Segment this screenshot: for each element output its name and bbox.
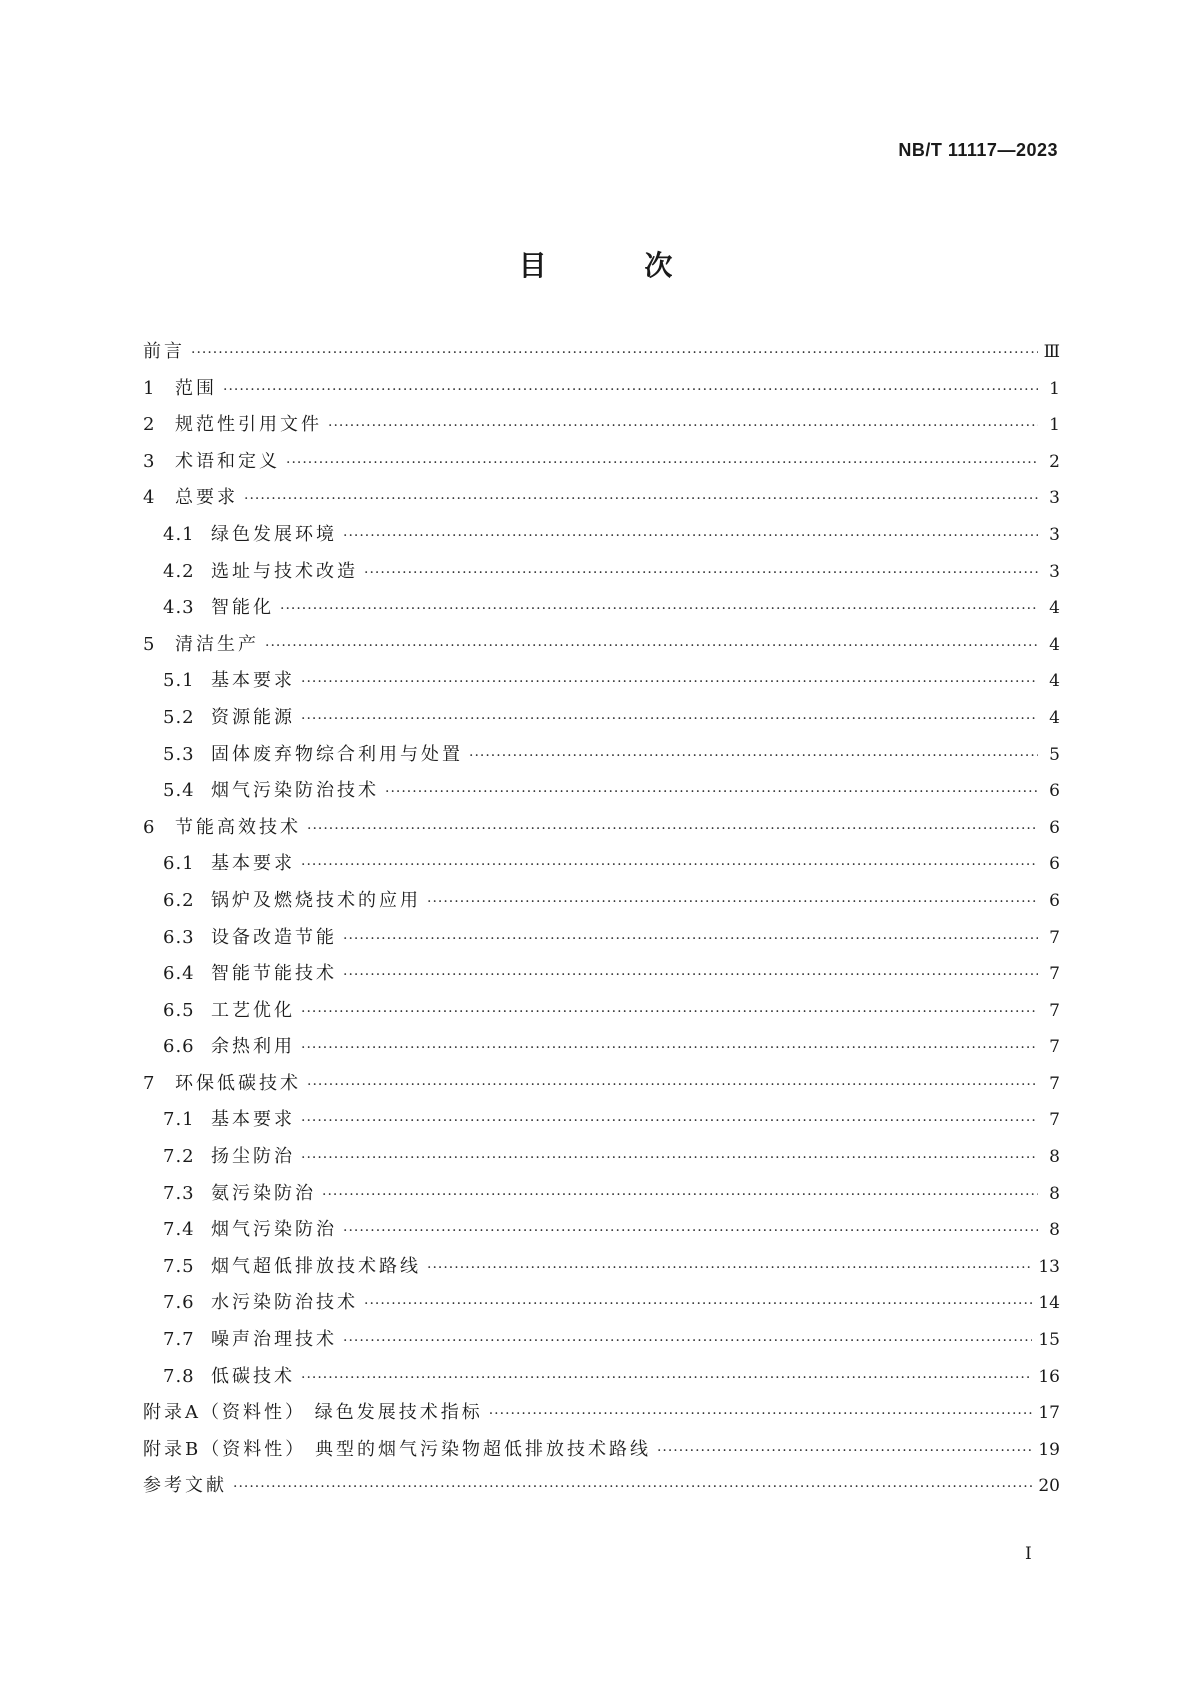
toc-entry-number: 2 xyxy=(143,414,155,436)
toc-entry-label: 术语和定义 xyxy=(175,450,280,472)
toc-entry-page: 7 xyxy=(1049,1037,1060,1058)
toc-leader-dots xyxy=(301,711,1038,727)
toc-leader-dots xyxy=(233,1479,1032,1495)
toc-entry[interactable] xyxy=(143,1142,1060,1179)
toc-leader-dots xyxy=(427,894,1038,910)
toc-entry[interactable] xyxy=(143,740,1060,777)
toc-entry-label: 范围 xyxy=(175,377,217,399)
toc-entry-number: 5.4 xyxy=(163,780,195,802)
toc-entry-page: 1 xyxy=(1049,415,1060,436)
toc-entry-number: 7.3 xyxy=(163,1182,195,1204)
toc-entry-page: 3 xyxy=(1049,524,1060,545)
toc-entry-label: 节能高效技术 xyxy=(175,816,301,838)
toc-entry[interactable] xyxy=(143,1398,1060,1435)
toc-entry[interactable] xyxy=(143,703,1060,740)
toc-entry-page: 14 xyxy=(1038,1293,1060,1314)
toc-entry-number: 6.1 xyxy=(163,853,195,875)
toc-leader-dots xyxy=(244,491,1038,507)
toc-leader-dots xyxy=(301,1370,1032,1386)
toc-entry-page: 7 xyxy=(1049,1000,1060,1021)
toc-entry-page: 5 xyxy=(1049,744,1060,765)
toc-entry[interactable] xyxy=(143,593,1060,630)
toc-entry-label: 余热利用 xyxy=(211,1036,295,1058)
toc-entry[interactable] xyxy=(143,849,1060,886)
toc-entry-label: 环保低碳技术 xyxy=(175,1072,301,1094)
toc-entry-page: 19 xyxy=(1038,1439,1060,1460)
toc-entry-number: 5.2 xyxy=(163,706,195,728)
toc-entry-number: 7.2 xyxy=(163,1146,195,1168)
toc-leader-dots xyxy=(343,931,1038,947)
toc-leader-dots xyxy=(322,1187,1038,1203)
toc-entry-page: Ⅲ xyxy=(1043,342,1060,362)
page-title: 目 次 xyxy=(518,249,717,282)
toc-entry-label: 设备改造节能 xyxy=(211,926,337,948)
toc-entry-label: 资源能源 xyxy=(211,706,295,728)
toc-leader-dots xyxy=(469,748,1038,764)
toc-entry-number: 7.7 xyxy=(163,1329,195,1351)
toc-entry-label: 烟气超低排放技术路线 xyxy=(211,1255,421,1277)
toc-entry-page: 7 xyxy=(1049,964,1060,985)
toc-entry[interactable] xyxy=(143,630,1060,667)
toc-entry-number: 7.5 xyxy=(163,1255,195,1277)
toc-entry-label: 噪声治理技术 xyxy=(211,1329,337,1351)
toc-entry-number: 4.3 xyxy=(163,597,195,619)
toc-entry-number: 5.1 xyxy=(163,670,195,692)
toc-entry-number: 7.8 xyxy=(163,1365,195,1387)
toc-leader-dots xyxy=(427,1260,1032,1276)
toc-entry-label: 总要求 xyxy=(175,487,238,509)
toc-entry[interactable] xyxy=(143,813,1060,850)
toc-entry[interactable] xyxy=(143,1179,1060,1216)
toc-entry-label: 前言 xyxy=(143,341,185,362)
toc-entry-label: 低碳技术 xyxy=(211,1365,295,1387)
standard-code: NB/T 11117—2023 xyxy=(898,140,1058,160)
toc-entry[interactable] xyxy=(143,483,1060,520)
toc-entry[interactable] xyxy=(143,1288,1060,1325)
toc-entry-label: 锅炉及燃烧技术的应用 xyxy=(211,889,421,911)
toc-entry-number: 4.2 xyxy=(163,560,195,582)
toc-leader-dots xyxy=(328,418,1038,434)
toc-entry[interactable] xyxy=(143,1032,1060,1069)
toc-entry[interactable] xyxy=(143,1069,1060,1106)
toc-entry-page: 6 xyxy=(1049,854,1060,875)
toc-leader-dots xyxy=(301,674,1038,690)
toc-leader-dots xyxy=(286,455,1038,471)
toc-entry-label: 智能节能技术 xyxy=(211,963,337,985)
toc-entry-page: 6 xyxy=(1049,817,1060,838)
toc-leader-dots xyxy=(385,784,1038,800)
toc-entry-page: 3 xyxy=(1049,488,1060,509)
toc-entry[interactable] xyxy=(143,1435,1060,1472)
toc-entry[interactable] xyxy=(143,1215,1060,1252)
toc-entry-page: 20 xyxy=(1038,1476,1060,1497)
toc-entry-number: 6 xyxy=(143,816,155,838)
toc-entry-page: 3 xyxy=(1049,561,1060,582)
toc-entry-number: 3 xyxy=(143,450,155,472)
toc-leader-dots xyxy=(265,638,1038,654)
toc-entry-label: 规范性引用文件 xyxy=(175,414,322,436)
toc-leader-dots xyxy=(223,382,1038,398)
toc-entry[interactable] xyxy=(143,996,1060,1033)
toc-entry-page: 8 xyxy=(1049,1183,1060,1204)
toc-entry-number: 6.6 xyxy=(163,1036,195,1058)
toc-entry-page: 7 xyxy=(1049,927,1060,948)
toc-entry[interactable] xyxy=(143,666,1060,703)
toc-leader-dots xyxy=(343,1333,1032,1349)
toc-entry-label: 烟气污染防治技术 xyxy=(211,780,379,802)
toc-entry-label: 附录B（资料性） 典型的烟气污染物超低排放技术路线 xyxy=(143,1438,651,1460)
toc-entry-number: 7.6 xyxy=(163,1292,195,1314)
toc-entry-label: 固体废弃物综合利用与处置 xyxy=(211,743,463,765)
table-of-contents xyxy=(143,337,1060,1508)
toc-entry-page: 6 xyxy=(1049,781,1060,802)
toc-entry-label: 绿色发展环境 xyxy=(211,523,337,545)
toc-entry-page: 13 xyxy=(1038,1256,1060,1277)
toc-entry-label: 基本要求 xyxy=(211,1109,295,1131)
toc-entry[interactable] xyxy=(143,923,1060,960)
toc-entry-page: 8 xyxy=(1049,1220,1060,1241)
toc-leader-dots xyxy=(280,601,1038,617)
toc-entry-label: 清洁生产 xyxy=(175,633,259,655)
toc-entry-page: 2 xyxy=(1049,451,1060,472)
toc-entry[interactable] xyxy=(143,1105,1060,1142)
toc-entry-page: 4 xyxy=(1049,634,1060,655)
toc-leader-dots xyxy=(364,565,1038,581)
toc-entry-number: 7.1 xyxy=(163,1109,195,1131)
toc-entry[interactable] xyxy=(143,1471,1060,1508)
toc-entry-number: 6.2 xyxy=(163,889,195,911)
toc-leader-dots xyxy=(343,1223,1038,1239)
toc-entry-page: 7 xyxy=(1049,1073,1060,1094)
toc-entry-label: 扬尘防治 xyxy=(211,1146,295,1168)
toc-entry[interactable] xyxy=(143,557,1060,594)
toc-entry-page: 4 xyxy=(1049,598,1060,619)
toc-leader-dots xyxy=(301,857,1038,873)
toc-entry[interactable] xyxy=(143,886,1060,923)
toc-entry-page: 17 xyxy=(1038,1403,1060,1424)
toc-leader-dots xyxy=(301,1150,1038,1166)
toc-entry[interactable] xyxy=(143,1325,1060,1362)
toc-entry-label: 氨污染防治 xyxy=(211,1182,316,1204)
toc-leader-dots xyxy=(301,1113,1038,1129)
toc-entry-page: 1 xyxy=(1049,378,1060,399)
toc-leader-dots xyxy=(191,345,1038,361)
toc-entry-page: 8 xyxy=(1049,1147,1060,1168)
toc-entry[interactable] xyxy=(143,337,1060,374)
toc-leader-dots xyxy=(364,1296,1032,1312)
toc-entry-number: 7 xyxy=(143,1072,155,1094)
toc-entry[interactable] xyxy=(143,520,1060,557)
toc-leader-dots xyxy=(307,821,1038,837)
toc-entry-number: 1 xyxy=(143,377,155,399)
toc-entry-number: 6.3 xyxy=(163,926,195,948)
toc-entry-label: 工艺优化 xyxy=(211,999,295,1021)
toc-entry-page: 6 xyxy=(1049,890,1060,911)
page-number: I xyxy=(1025,1544,1032,1564)
toc-entry-label: 智能化 xyxy=(211,597,274,619)
toc-entry[interactable] xyxy=(143,959,1060,996)
toc-entry-label: 烟气污染防治 xyxy=(211,1219,337,1241)
toc-entry-page: 7 xyxy=(1049,1110,1060,1131)
toc-entry-page: 4 xyxy=(1049,671,1060,692)
toc-entry-label: 基本要求 xyxy=(211,670,295,692)
toc-leader-dots xyxy=(307,1077,1038,1093)
toc-entry[interactable] xyxy=(143,374,1060,411)
toc-entry-number: 4.1 xyxy=(163,523,195,545)
toc-leader-dots xyxy=(657,1443,1032,1459)
toc-leader-dots xyxy=(343,528,1038,544)
toc-entry-label: 附录A（资料性） 绿色发展技术指标 xyxy=(143,1402,483,1424)
toc-entry-number: 4 xyxy=(143,487,155,509)
toc-entry[interactable] xyxy=(143,1362,1060,1399)
toc-entry[interactable] xyxy=(143,1252,1060,1289)
toc-leader-dots xyxy=(301,1040,1038,1056)
toc-entry-number: 6.4 xyxy=(163,963,195,985)
toc-entry-number: 5 xyxy=(143,633,155,655)
toc-leader-dots xyxy=(489,1406,1033,1422)
toc-leader-dots xyxy=(343,967,1038,983)
toc-entry[interactable] xyxy=(143,410,1060,447)
toc-entry-label: 水污染防治技术 xyxy=(211,1292,358,1314)
toc-entry[interactable] xyxy=(143,447,1060,484)
toc-entry[interactable] xyxy=(143,776,1060,813)
toc-entry-number: 6.5 xyxy=(163,999,195,1021)
toc-entry-number: 5.3 xyxy=(163,743,195,765)
toc-entry-number: 7.4 xyxy=(163,1219,195,1241)
toc-entry-label: 选址与技术改造 xyxy=(211,560,358,582)
toc-entry-page: 16 xyxy=(1038,1366,1060,1387)
toc-entry-page: 4 xyxy=(1049,707,1060,728)
toc-entry-page: 15 xyxy=(1038,1330,1060,1351)
toc-leader-dots xyxy=(301,1004,1038,1020)
toc-entry-label: 参考文献 xyxy=(143,1475,227,1497)
toc-entry-label: 基本要求 xyxy=(211,853,295,875)
